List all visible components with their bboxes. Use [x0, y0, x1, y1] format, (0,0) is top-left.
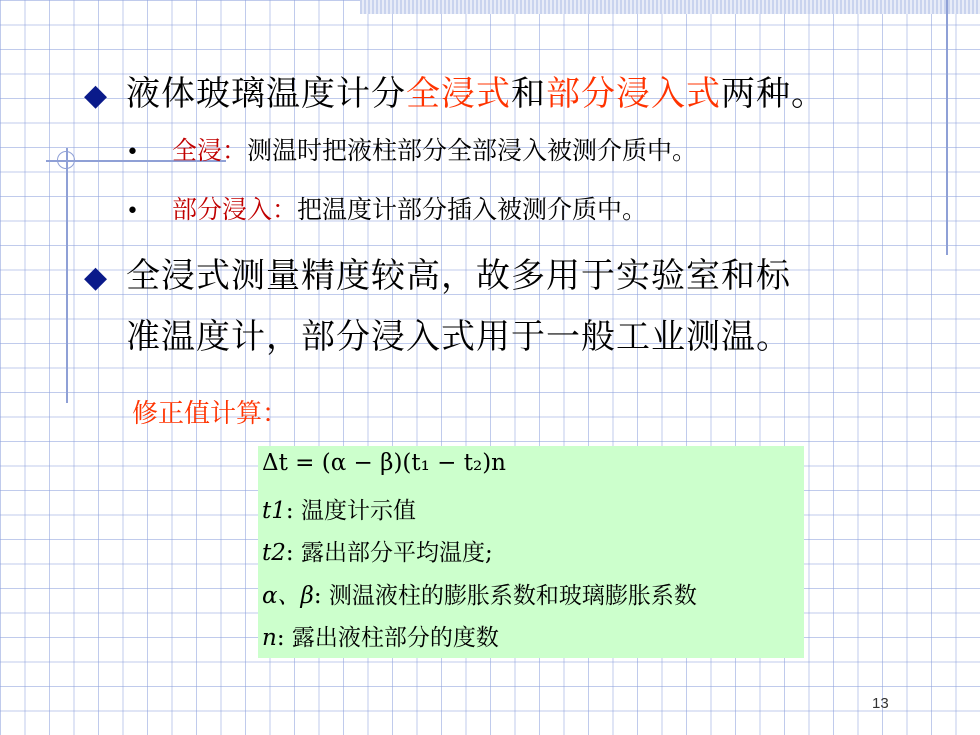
bullet-types-text-a: 液体玻璃温度计分 — [126, 74, 406, 114]
sub2-term: 部分浸入 — [172, 195, 273, 224]
formula-equation: Δt = (α − β)(t₁ − t₂)n — [262, 450, 506, 476]
formula-def-t1 — [262, 492, 416, 525]
bullet-types-text-c: 和 — [511, 74, 546, 114]
def-t1-text: : 温度计示值 — [285, 498, 416, 524]
def-n-text: : 露出液柱部分的度数 — [276, 625, 499, 651]
sub1-term: 全浸 — [172, 136, 223, 165]
sub2-text: 把温度计部分插入被测介质中。 — [297, 195, 648, 224]
correction-heading: 修正值计算： — [132, 399, 289, 429]
sub1-colon: ： — [222, 136, 248, 165]
bullet-accuracy-line1 — [84, 248, 791, 297]
var-t2: t2 — [262, 540, 286, 566]
def-alpha-beta-text: : 测温液柱的膨胀系数和玻璃膨胀系数 — [313, 583, 697, 609]
formula-def-n — [262, 619, 499, 652]
decorative-right-line — [946, 0, 948, 255]
var-t1: t1 — [262, 498, 286, 524]
formula-def-alpha-beta — [262, 577, 697, 610]
sub-bullet-partial-immersion — [126, 190, 647, 226]
partial-immersion-term: 部分浸入式 — [546, 74, 721, 114]
bullet-accuracy-text1: 全浸式测量精度较高，故多用于实验室和标 — [126, 256, 791, 296]
def-t2-text: : 露出部分平均温度; — [285, 540, 493, 566]
dot-bullet-icon: • — [126, 199, 139, 224]
page-number: 13 — [872, 695, 889, 712]
diamond-bullet-icon: ◆ — [84, 78, 109, 113]
decorative-circle-icon — [57, 151, 75, 169]
sub-bullet-full-immersion — [126, 131, 697, 167]
var-n: n — [262, 625, 277, 651]
bullet-types-text-e: 两种。 — [721, 74, 826, 114]
decorative-top-bar — [360, 0, 980, 14]
dot-bullet-icon: • — [126, 140, 139, 165]
bullet-types — [84, 66, 826, 115]
sub1-text: 测温时把液柱部分全部浸入被测介质中。 — [247, 136, 698, 165]
var-alpha-beta: α、β — [262, 583, 314, 609]
sub2-colon: ： — [272, 195, 298, 224]
full-immersion-term: 全浸式 — [406, 74, 511, 114]
formula-def-t2 — [262, 534, 493, 567]
decorative-left-line — [66, 148, 68, 403]
formula-box — [258, 446, 804, 658]
diamond-bullet-icon: ◆ — [84, 260, 109, 295]
bullet-accuracy-line2: 准温度计，部分浸入式用于一般工业测温。 — [126, 317, 791, 357]
